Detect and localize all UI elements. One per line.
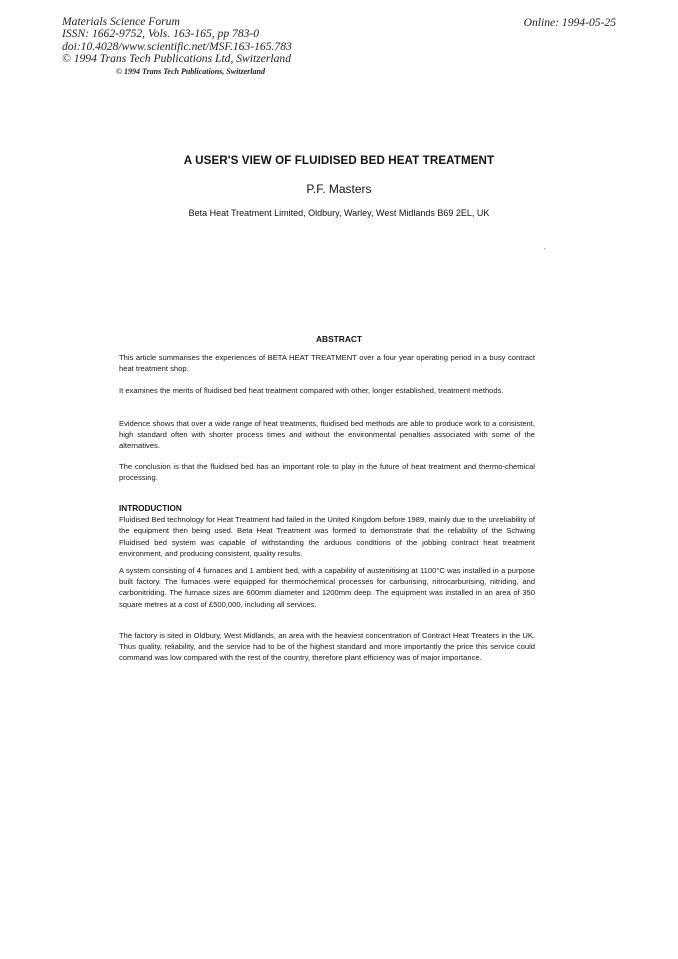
issn-line: ISSN: 1662-9752, Vols. 163-165, pp 783-0 <box>62 27 260 41</box>
doi-line: doi:10.4028/www.scientific.net/MSF.163-165.783 <box>62 39 292 53</box>
abstract-text: Evidence shows that over a wide range of heat treatments, fluidised bed methods are able to produce work to a consistent, high standard often with shorter process times and without the environmental penalties associated with some of the alternatives. <box>119 419 535 451</box>
introduction-paragraph <box>119 630 535 664</box>
abstract-text: The conclusion is that the fluidised bed has an important role to play in the future of heat treatment and thermo-chemical processing. <box>119 462 535 483</box>
introduction-paragraph <box>119 565 535 610</box>
author-name: P.F. Masters <box>306 182 372 196</box>
abstract-paragraph <box>119 418 535 452</box>
introduction-section <box>119 503 535 559</box>
abstract-text: This article summarises the experiences of BETA HEAT TREATMENT over a four year operating period in a busy contract heat treatment shop. <box>119 353 535 374</box>
abstract-paragraph <box>119 385 535 396</box>
publisher-line: © 1994 Trans Tech Publications, Switzerland <box>116 67 265 76</box>
introduction-text: The factory is sited in Oldbury, West Midlands, an area with the heaviest concentration of Contract Heat Treaters in the UK. Thus quality, reliability, and the service had to be of the highest standard and more importantly the price this service could command was low compared with the rest of the country, therefore plant efficiency was of major importance. <box>119 631 535 663</box>
abstract-paragraph <box>119 352 535 374</box>
introduction-heading: INTRODUCTION <box>119 504 182 513</box>
abstract-heading: ABSTRACT <box>315 334 363 344</box>
copyright-line: © 1994 Trans Tech Publications Ltd, Switzerland <box>62 52 292 66</box>
introduction-text: A system consisting of 4 furnaces and 1 ambient bed, with a capability of austenitising at 1100°C was installed in a purpose built factory. The furnaces were equipped for thermochemical processes for carburising, nitrocarburising, nitriding, and carbonitriding. The furnace sizes are 600mm diameter and 1200mm deep. The equipment was installed in an area of 350 square metres at a cost of £500,000, including all services. <box>119 566 535 609</box>
paper-title: A USER'S VIEW OF FLUIDISED BED HEAT TREATMENT <box>183 154 495 167</box>
journal-name: Materials Science Forum <box>62 15 180 28</box>
abstract-paragraph <box>119 461 535 483</box>
abstract-text: It examines the merits of fluidised bed heat treatment compared with other, longer established, treatment methods. <box>119 386 504 395</box>
introduction-text: Fluidised Bed technology for Heat Treatment had failed in the United Kingdom before 1989, mainly due to the unreliability of the equipment then being used. Beta Heat Treatment was formed to demonstrate that the reliability of the Schwing Fluidised bed system was capable of withstanding the arduous conditions of the jobbing contract heat treatment environment, and producing consistent, quality results. <box>119 515 535 558</box>
scan-speck <box>544 248 545 249</box>
citation-block <box>62 16 292 66</box>
online-date: Online: 1994-05-25 <box>523 16 616 29</box>
author-affiliation: Beta Heat Treatment Limited, Oldbury, Warley, West Midlands B69 2EL, UK <box>188 208 490 218</box>
